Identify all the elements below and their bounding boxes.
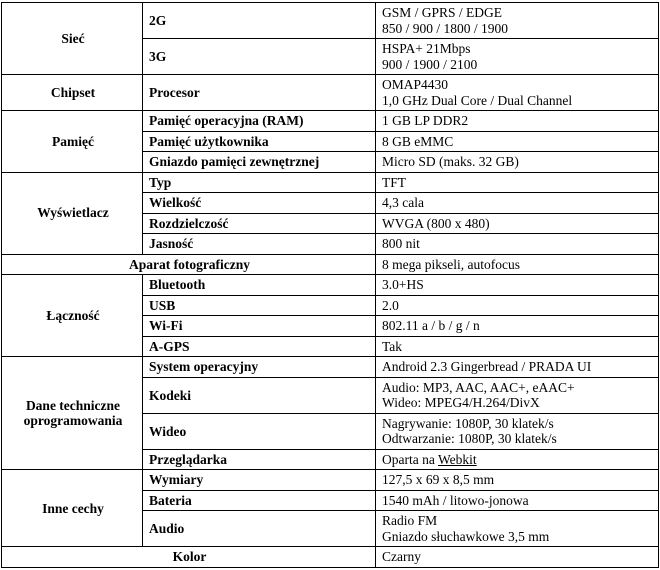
- value-line: Wideo: MPEG4/H.264/DivX: [382, 395, 540, 411]
- value-cell-2g: [376, 3, 659, 39]
- value-line: HSPA+ 21Mbps: [382, 41, 471, 57]
- value-cell-kodeki: [376, 377, 659, 413]
- value-line: 802.11 a / b / g / n: [382, 318, 480, 334]
- value-line: GSM / GPRS / EDGE: [382, 5, 503, 20]
- value-cell-system-operacyjny: [376, 357, 659, 378]
- value-line: Nagrywanie: 1080P, 30 klatek/s: [382, 415, 554, 431]
- value-line: WVGA (800 x 480): [382, 215, 490, 231]
- value-cell-kolor: [376, 547, 659, 568]
- value-cell-aparat: [376, 254, 659, 275]
- specifications-table-body: [2, 3, 659, 568]
- category-cell-pamiec: Pamięć: [2, 111, 143, 173]
- value-line: 2.0: [382, 297, 399, 313]
- subcategory-cell-typ: Typ: [143, 172, 376, 193]
- table-row: [2, 111, 659, 132]
- subcategory-cell-audio: Audio: [143, 511, 376, 547]
- table-row: [2, 75, 659, 111]
- category-cell-inne-cechy: Inne cechy: [2, 470, 143, 547]
- table-row: [2, 275, 659, 296]
- subcategory-cell-wymiary: Wymiary: [143, 470, 376, 491]
- subcategory-cell-wielkosc: Wielkość: [143, 193, 376, 214]
- subcategory-cell-agps: A-GPS: [143, 336, 376, 357]
- subcategory-cell-3g: 3G: [143, 39, 376, 75]
- subcategory-cell-procesor: Procesor: [143, 75, 376, 111]
- value-cell-bluetooth: [376, 275, 659, 296]
- table-row: [2, 357, 659, 378]
- value-line: 8 GB eMMC: [382, 133, 454, 149]
- table-row: [2, 172, 659, 193]
- value-line: Odtwarzanie: 1080P, 30 klatek/s: [382, 431, 557, 447]
- value-line: Oparta na Webkit: [382, 451, 477, 467]
- value-line: 1540 mAh / litowo-jonowa: [382, 492, 529, 508]
- value-cell-usb: [376, 295, 659, 316]
- category-cell-chipset: Chipset: [2, 75, 143, 111]
- value-cell-rozdzielczosc: [376, 213, 659, 234]
- subcategory-cell-system-operacyjny: System operacyjny: [143, 357, 376, 378]
- value-cell-wielkosc: [376, 193, 659, 214]
- value-line: TFT: [382, 174, 407, 190]
- subcategory-cell-bluetooth: Bluetooth: [143, 275, 376, 296]
- table-row: [2, 254, 659, 275]
- value-line: Tak: [382, 338, 403, 354]
- value-line: 800 nit: [382, 236, 420, 252]
- subcategory-cell-rozdzielczosc: Rozdzielczość: [143, 213, 376, 234]
- value-cell-jasnosc: [376, 234, 659, 255]
- value-cell-wymiary: [376, 470, 659, 491]
- category-cell-aparat: Aparat fotograficzny: [2, 254, 376, 275]
- specifications-table: [1, 2, 659, 568]
- value-line: Czarny: [382, 549, 421, 565]
- value-line: Radio FM: [382, 513, 438, 529]
- subcategory-cell-usb: USB: [143, 295, 376, 316]
- subcategory-cell-gniazdo-pamieci: Gniazdo pamięci zewnętrznej: [143, 152, 376, 173]
- subcategory-cell-wideo: Wideo: [143, 413, 376, 449]
- category-cell-lacznosc: Łączność: [2, 275, 143, 357]
- value-line: 900 / 1900 / 2100: [382, 56, 478, 72]
- subcategory-cell-jasnosc: Jasność: [143, 234, 376, 255]
- value-cell-3g: [376, 39, 659, 75]
- value-line: Android 2.3 Gingerbread / PRADA UI: [382, 359, 592, 375]
- subcategory-cell-kodeki: Kodeki: [143, 377, 376, 413]
- category-cell-wyswietlacz: Wyświetlacz: [2, 172, 143, 254]
- value-cell-bateria: [376, 490, 659, 511]
- table-row: [2, 470, 659, 491]
- value-cell-typ: [376, 172, 659, 193]
- table-row: [2, 3, 659, 39]
- value-line: 3.0+HS: [382, 277, 424, 293]
- table-row: [2, 547, 659, 568]
- subcategory-cell-wifi: Wi-Fi: [143, 316, 376, 337]
- value-cell-ram: [376, 111, 659, 132]
- value-cell-procesor: [376, 75, 659, 111]
- subcategory-cell-przegladarka: Przeglądarka: [143, 449, 376, 470]
- value-line: Micro SD (maks. 32 GB): [382, 154, 519, 170]
- value-cell-agps: [376, 336, 659, 357]
- subcategory-cell-2g: 2G: [143, 3, 376, 39]
- value-line: 4,3 cala: [382, 195, 424, 211]
- value-line: 850 / 900 / 1800 / 1900: [382, 20, 509, 36]
- category-cell-siec: Sieć: [2, 3, 143, 75]
- value-line: 8 mega pikseli, autofocus: [382, 256, 520, 272]
- value-cell-pamiec-uzytkownika: [376, 131, 659, 152]
- value-cell-gniazdo-pamieci: [376, 152, 659, 173]
- value-line: OMAP4430: [382, 77, 449, 93]
- value-line: Gniazdo słuchawkowe 3,5 mm: [382, 528, 550, 544]
- value-cell-przegladarka: [376, 449, 659, 470]
- value-cell-wideo: [376, 413, 659, 449]
- value-cell-wifi: [376, 316, 659, 337]
- category-cell-kolor: Kolor: [2, 547, 376, 568]
- subcategory-cell-ram: Pamięć operacyjna (RAM): [143, 111, 376, 132]
- value-line: Audio: MP3, AAC, AAC+, eAAC+: [382, 379, 575, 395]
- value-line: 1,0 GHz Dual Core / Dual Channel: [382, 92, 573, 108]
- value-line: 1 GB LP DDR2: [382, 113, 469, 129]
- category-cell-dane-techniczne-oprogramowania: Dane techniczne oprogramowania: [2, 357, 143, 470]
- value-line: 127,5 x 69 x 8,5 mm: [382, 472, 495, 488]
- value-cell-audio: [376, 511, 659, 547]
- subcategory-cell-bateria: Bateria: [143, 490, 376, 511]
- subcategory-cell-pamiec-uzytkownika: Pamięć użytkownika: [143, 131, 376, 152]
